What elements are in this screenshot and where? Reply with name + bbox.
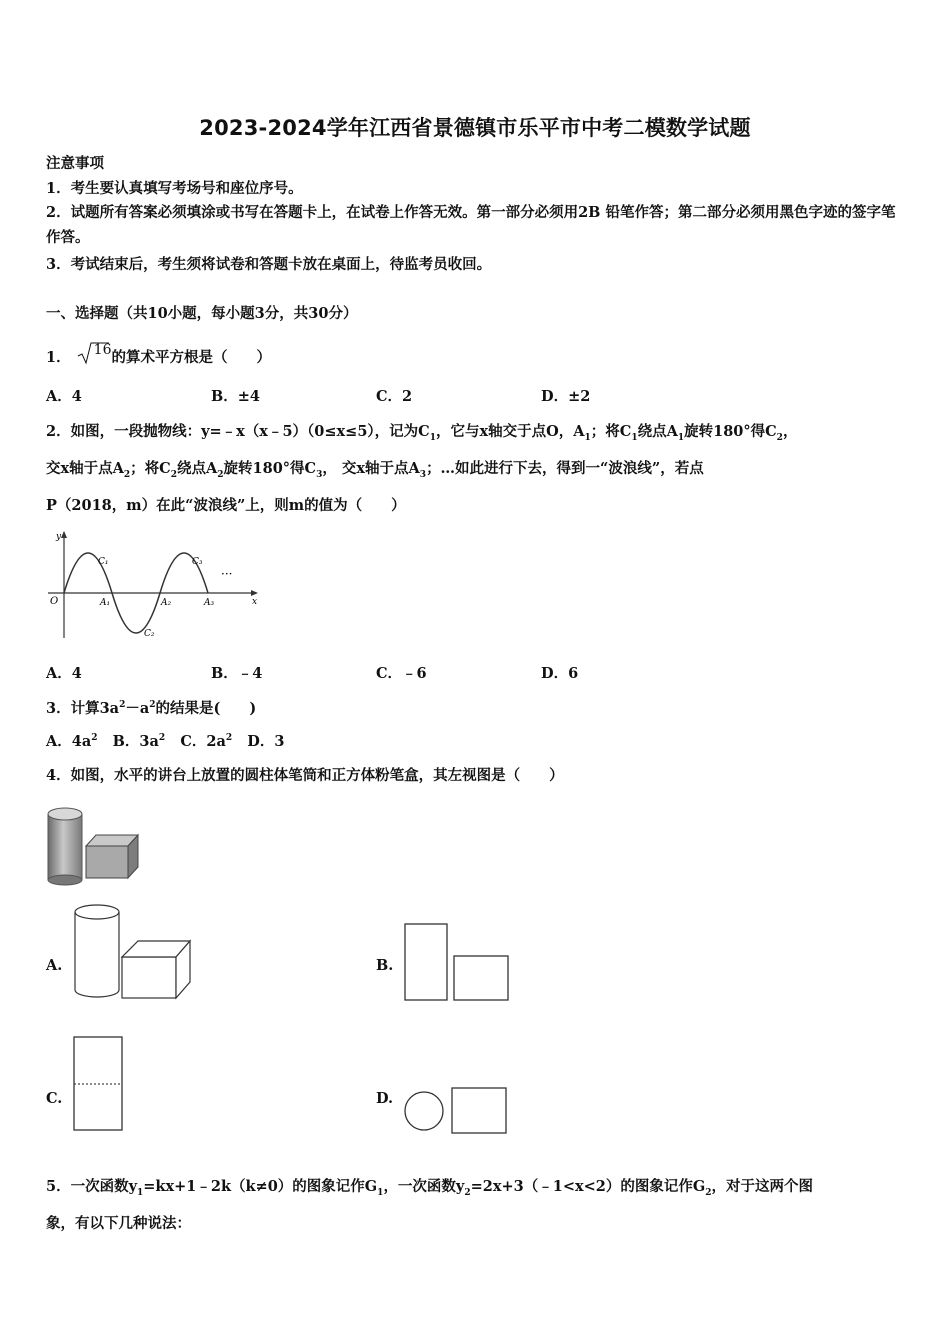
notice-item-1: 1．考生要认真填写考场号和座位序号。 — [46, 180, 303, 197]
cube-front — [86, 846, 128, 878]
q1-option-d: D．±2 — [541, 388, 591, 405]
q2-line-2: 交x轴于点$A_2$；将$C_2$绕点$A_2$旋转180°得$C_3$， 交x轴于点$A_3$；…如此进行下去，得到一“波浪线”，若点 — [46, 460, 704, 480]
section-heading: 一、选择题（共10小题，每小题3分，共30分） — [46, 305, 358, 322]
q4-option-d-label: D. — [376, 1090, 394, 1107]
q1-text: 的算术平方根是（ ） — [111, 349, 271, 366]
cylinder-bottom — [48, 875, 82, 885]
x-axis-arrow — [251, 590, 258, 596]
a3-label: A₃ — [204, 598, 215, 608]
c2-label: C₂ — [144, 629, 155, 639]
q2-option-b: B．﹣4 — [211, 665, 263, 682]
q1-option-a: A．4 — [46, 388, 82, 405]
q2-line-3: P（2018，m）在此“波浪线”上，则m的值为（ ） — [46, 497, 406, 514]
q5-line-2: 象，有以下几种说法： — [46, 1215, 191, 1232]
q3-option-a: A．$4a^2$ — [46, 733, 98, 750]
a2-label: A₂ — [161, 598, 172, 608]
q5-line-1: 5．一次函数$y_1=kx+1﹣2k(k\ne 0)$的图象记作$G_1$，一次函数$y_2=2x+3(﹣1<x<2)$的图象记作$G_2$，对于这两个图 — [46, 1178, 814, 1198]
wave-figure — [44, 530, 264, 642]
c3-label: C₃ — [192, 557, 203, 567]
q2-option-d: D．6 — [541, 665, 579, 682]
q4-option-a-label: A. — [46, 957, 63, 974]
q4-option-c-figure — [70, 1034, 126, 1134]
a1-label: A₁ — [100, 598, 111, 608]
q1-option-c: C．2 — [376, 388, 413, 405]
c1-label: C₁ — [98, 557, 109, 567]
y-label: y — [56, 532, 62, 542]
q4-option-a-figure — [70, 902, 194, 1002]
cylinder-body — [48, 814, 82, 880]
q1-option-b: B．±4 — [211, 388, 260, 405]
notice-heading: 注意事项 — [46, 155, 104, 172]
q3-stem: 3．计算$3a^2-a^2$的结果是( ) — [46, 700, 257, 717]
q2-option-c: C．﹣6 — [376, 665, 427, 682]
q1-number: 1． — [46, 349, 71, 366]
q3-option-c: C．$2a^2$ — [180, 733, 233, 750]
notice-item-2: 2．试题所有答案必须填涂或书写在答题卡上，在试卷上作答无效。第一部分必须用2B 铅笔作答；第二部分必须用黑色字迹的签字笔作答。 — [46, 204, 896, 246]
q3-option-b: B．$3a^2$ — [112, 733, 166, 750]
q2-line-1: 2．如图，一段抛物线：y=﹣x（x﹣5）（0≤x≤5），记为$C_1$，它与x轴交于点O，$A_1$；将$C_1$绕点$A_1$旋转180°得$C_2$， — [46, 423, 798, 443]
q1-stem — [46, 340, 271, 367]
q4-option-b-figure — [400, 920, 512, 1004]
q4-main-figure — [44, 804, 144, 886]
cylinder-top — [48, 808, 82, 820]
q1-radicand: 16 — [93, 342, 112, 358]
q2-option-a: A．4 — [46, 665, 82, 682]
q4-stem: 4．如图，水平的讲台上放置的圆柱体笔筒和正方体粉笔盒，其左视图是（ ） — [46, 767, 564, 784]
q3-option-d: D．3 — [247, 733, 285, 750]
page-title: 2023-2024学年江西省景德镇市乐平市中考二模数学试题 — [199, 116, 751, 140]
q4-option-b-label: B. — [376, 957, 394, 974]
q4-option-d-figure — [400, 1084, 512, 1138]
origin-label: O — [50, 596, 59, 607]
y-axis-arrow — [61, 531, 67, 538]
x-label: x — [252, 597, 258, 607]
q3-options — [46, 730, 284, 751]
ellipsis: ··· — [221, 567, 233, 581]
q4-option-c-label: C. — [46, 1090, 63, 1107]
notice-item-3: 3．考试结束后，考生须将试卷和答题卡放在桌面上，待监考员收回。 — [46, 256, 492, 273]
